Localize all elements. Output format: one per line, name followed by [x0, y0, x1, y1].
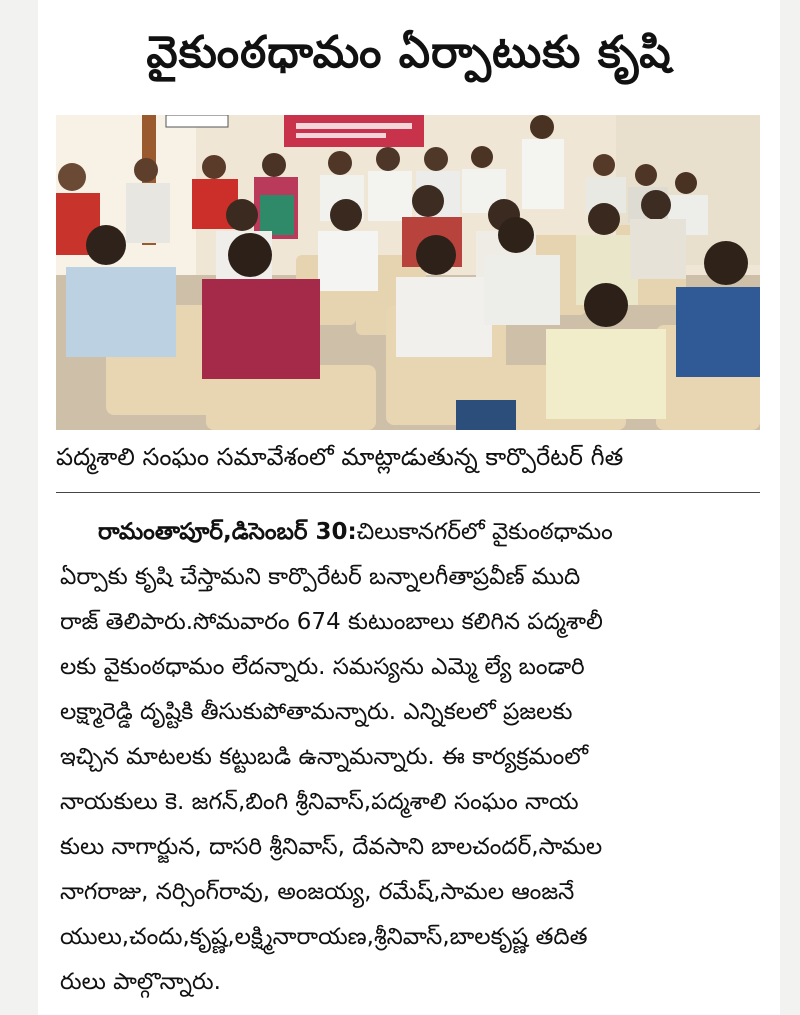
article-line-text: చిలుకానగర్‌లో వైకుంఠధామం [356, 519, 613, 545]
article-line: లక్ష్మారెడ్డి దృష్టికి తీసుకుపోతామన్నారు. ఎన్నికలలో ప్రజలకు [60, 699, 573, 725]
article-line: కులు నాగార్జున, దాసరి శ్రీనివాస్, దేవసాని బాలచందర్,సామల [60, 834, 603, 860]
news-photo [56, 115, 760, 430]
article-line: రాజ్ తెలిపారు.సోమవారం 674 కుటుంబాలు కలిగిన పద్మశాలీ [60, 609, 603, 635]
newspaper-clipping [38, 0, 780, 1015]
article-body [60, 510, 760, 1005]
divider [56, 492, 760, 493]
article-line: రులు పాల్గొన్నారు. [60, 969, 221, 995]
dateline: రామంతాపూర్,డిసెంబర్ 30: [98, 519, 357, 545]
article-line: నాయకులు కె. జగన్,బింగి శ్రీనివాస్,పద్మశాలి సంఘం నాయ [60, 789, 579, 815]
meeting-photo-illustration [56, 115, 760, 430]
article-line: లకు వైకుంఠధామం లేదన్నారు. సమస్యను ఎమ్మె ల్యే బండారి [60, 654, 585, 680]
article-line: నాగరాజు, నర్సింగ్‌రావు, అంజయ్య, రమేష్,సామల ఆంజనే [60, 879, 575, 905]
article-line [60, 510, 760, 555]
article-line: ఏర్పాకు కృషి చేస్తామని కార్పొరేటర్ బన్నాలగీతాప్రవీణ్ ముది [60, 564, 581, 590]
article-line: ఇచ్చిన మాటలకు కట్టుబడి ఉన్నామన్నారు. ఈ కార్యక్రమంలో [60, 744, 588, 770]
photo-caption: పద్మశాలి సంఘం సమావేశంలో మాట్లాడుతున్న కార్పొరేటర్ గీత [56, 443, 624, 471]
article-line: యులు,చందు,కృష్ణ,లక్ష్మినారాయణ,శ్రీనివాస్,బాలకృష్ణ తదిత [60, 924, 588, 950]
headline: వైకుంఠధామం ఏర్పాటుకు కృషి [146, 27, 672, 78]
